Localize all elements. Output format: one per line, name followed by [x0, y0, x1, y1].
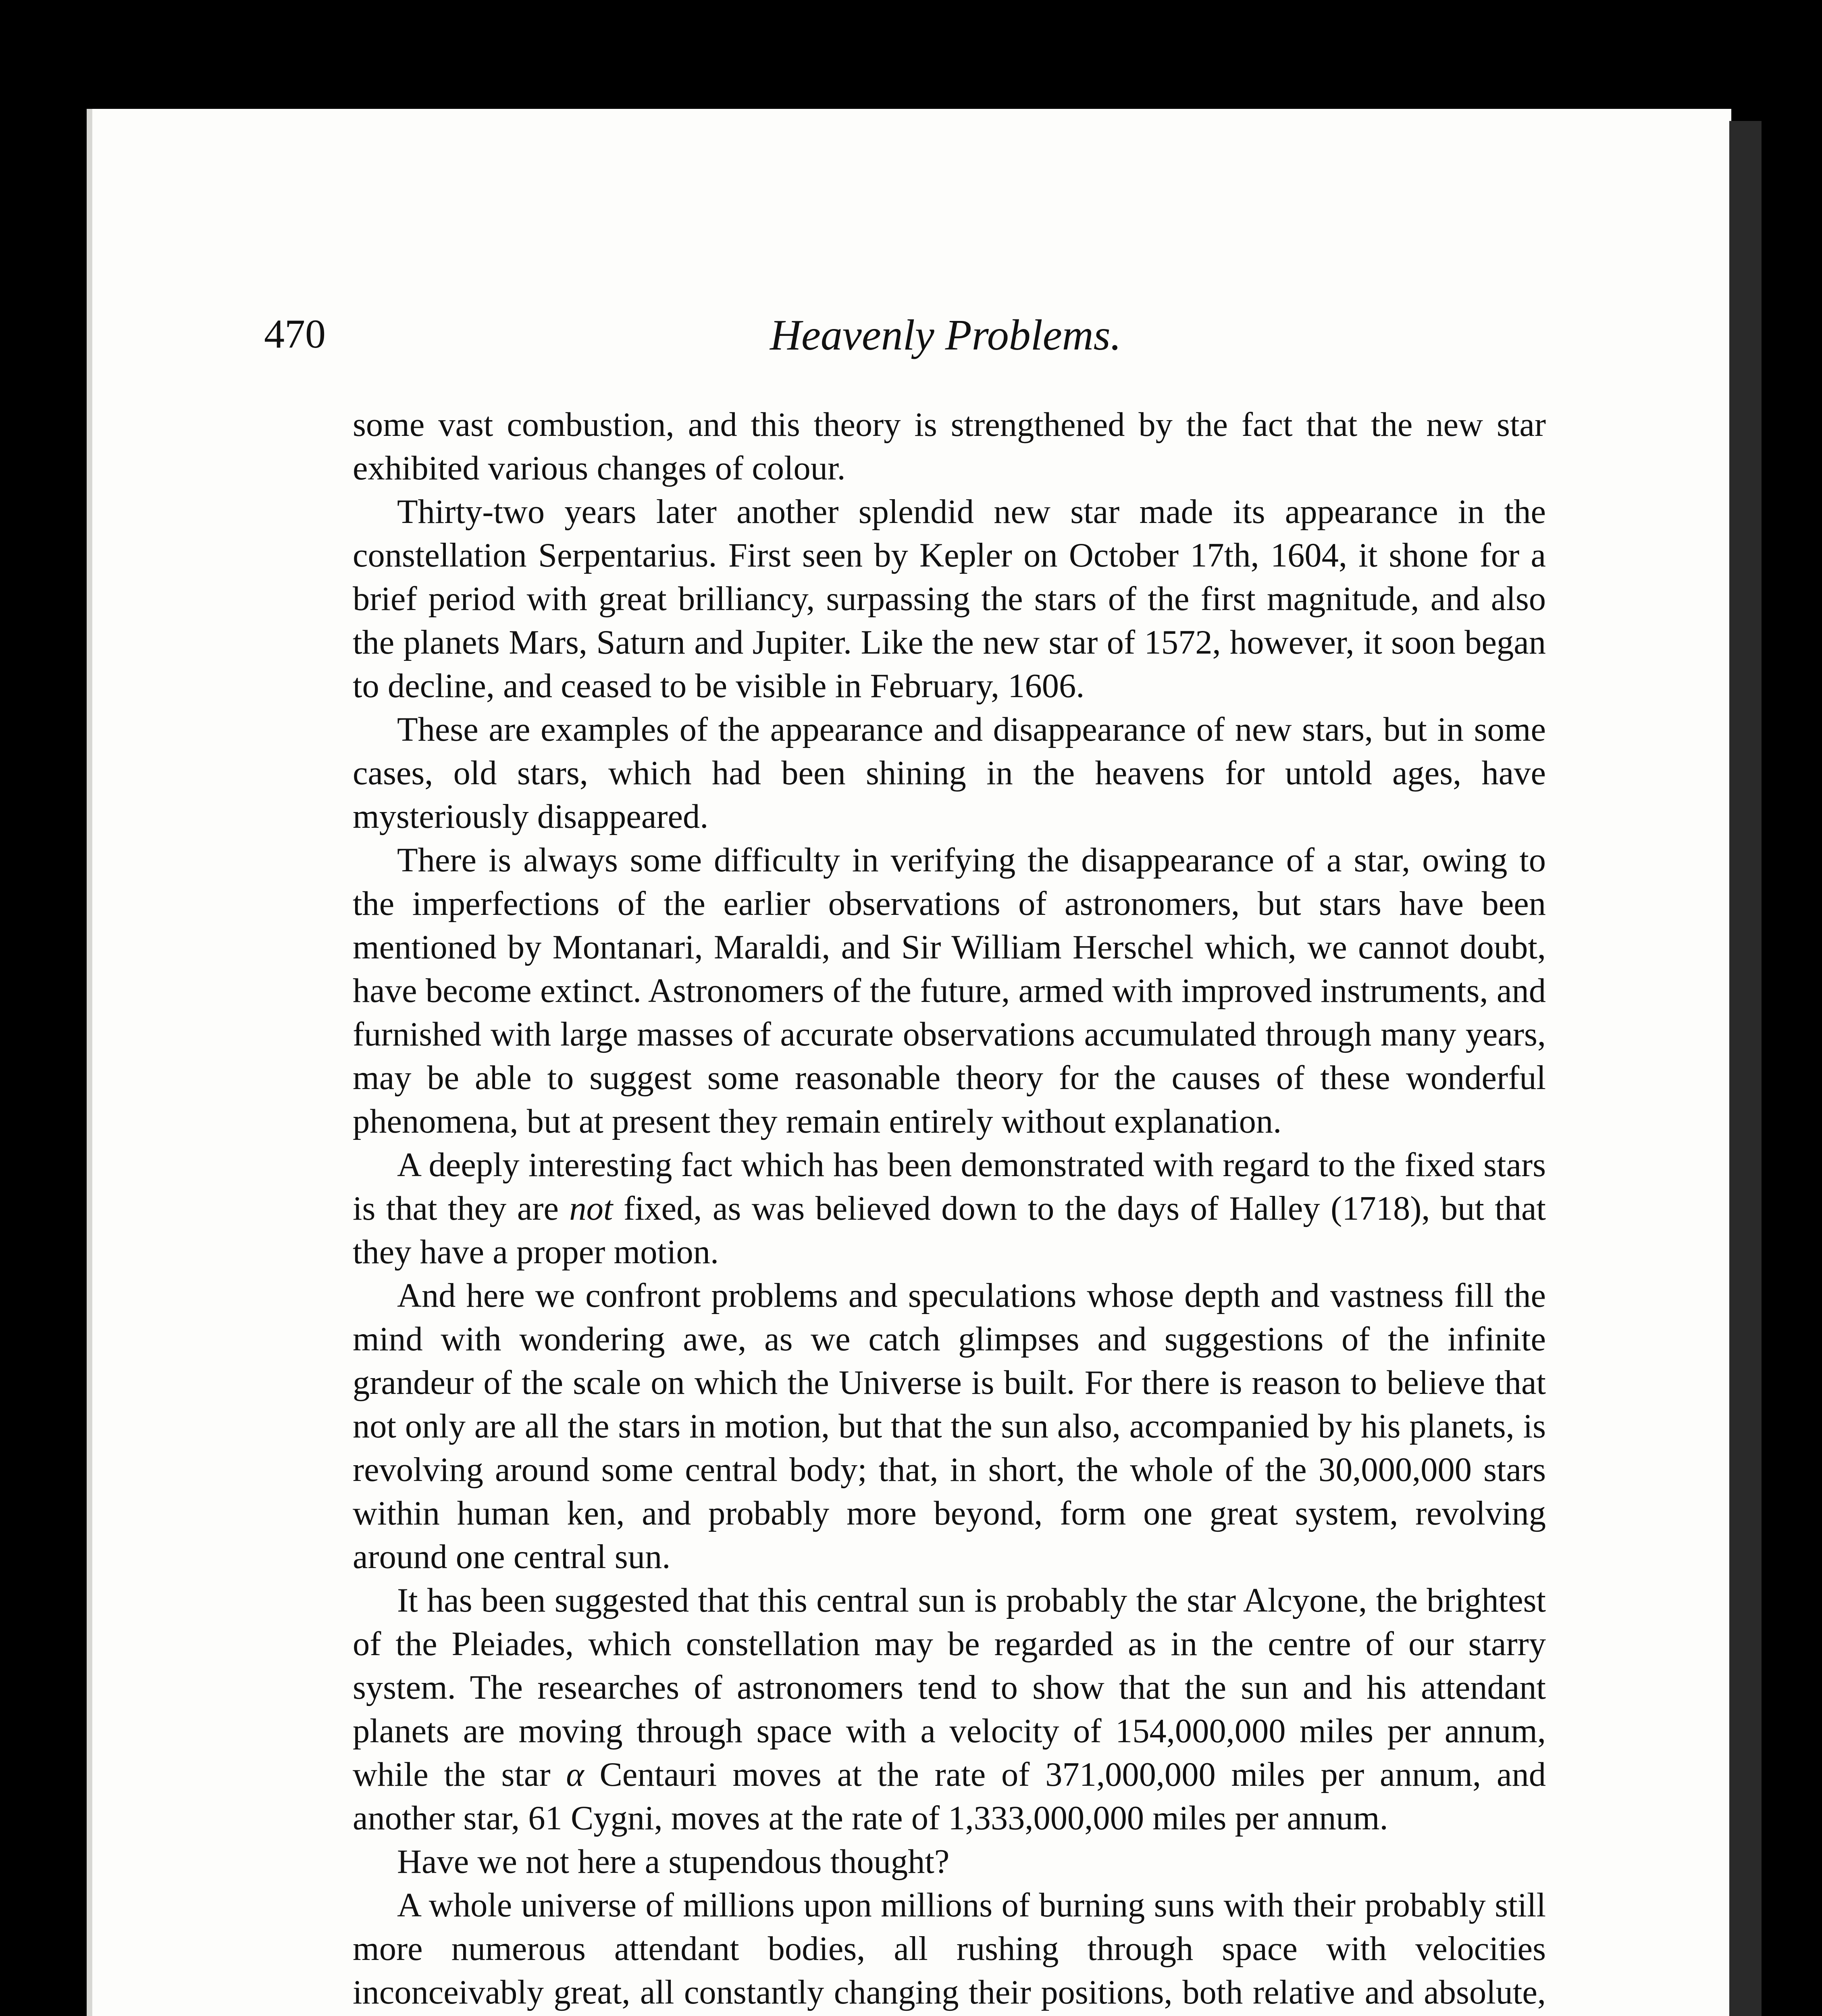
paragraph-text: Thirty-two years later another splendid new star made its appearance in the constellation Serpentarius. First seen by Kepler on October 17th, 1604, it shone for a brief period with great brilliancy, surpassing the stars of the first magnitude, and also the planets Mars, Saturn and Jupiter. Like the new star of 1572, however, it soon began to decline, and ceased to be visible in February, 1606.	[353, 493, 1546, 705]
page-header	[264, 310, 1554, 367]
paragraph	[353, 1884, 1546, 2016]
italic-text: not	[569, 1190, 613, 1227]
paragraph-text: And here we confront problems and speculations whose depth and vastness fill the mind with wondering awe, as we catch glimpses and suggestions of the infinite grandeur of the scale on which the Universe is built. For there is reason to believe that not only are all the stars in motion, but that the sun also, accompanied by his planets, is revolving around some central body; that, in short, the whole of the 30,000,000 stars within human ken, and probably more beyond, form one great system, revolving around one central sun.	[353, 1277, 1546, 1576]
paragraph-text: These are examples of the appearance and disappearance of new stars, but in some cases, old stars, which had been shining in the heavens for untold ages, have mysteriously disappeared.	[353, 711, 1546, 835]
paragraph	[353, 403, 1546, 490]
paragraph-text: There is always some difficulty in verifying the disappearance of a star, owing to the imperfections of the earlier observations of astronomers, but stars have been mentioned by Montanari, Maraldi, and Sir William Herschel which, we cannot doubt, have become extinct. Astronomers of the future, armed with improved instruments, and furnished with large masses of accurate observations accumulated through many years, may be able to suggest some reasonable theory for the causes of these wonderful phenomena, but at present they remain entirely without explanation.	[353, 841, 1546, 1140]
running-head: Heavenly Problems.	[770, 311, 1121, 359]
italic-text: α	[566, 1756, 584, 1793]
paragraph-text: Have we not here a stupendous thought?	[397, 1843, 950, 1881]
paragraph	[353, 1143, 1546, 1274]
paragraph-text: It has been suggested that this central sun is probably the star Alcyone, the brightest of the Pleiades, which constellation may be regarded as in the centre of our starry system. The researches of astronomers tend to show that the sun and his attendant planets are moving through space with a velocity of 154,000,000 miles per annum, while the star	[353, 1582, 1546, 1793]
paragraph-text: some vast combustion, and this theory is strengthened by the fact that the new star exhibited various changes of colour.	[353, 406, 1546, 487]
paragraph	[353, 708, 1546, 839]
paragraph	[353, 1579, 1546, 1840]
paragraph	[353, 839, 1546, 1143]
paragraph-text: Centauri moves at the rate of 371,000,000 miles per annum, and another star, 61 Cygni, moves at the rate of 1,333,000,000 miles per annum.	[353, 1756, 1546, 1837]
paragraph	[353, 490, 1546, 708]
page-edge-shadow	[1729, 121, 1762, 2016]
body-text	[353, 403, 1546, 2016]
paragraph-text: A whole universe of millions upon millions of burning suns with their probably still more numerous attendant bodies, all rushing through space with velocities inconceivably great, all constantly changing their positions, both relative and absolute,	[353, 1887, 1546, 2011]
paragraph-text: A deeply interesting fact which has been demonstrated with regard to the fixed stars is that they are	[353, 1146, 1546, 1227]
paragraph-text: fixed, as was believed down to the days of Halley (1718), but that they have a proper motion.	[353, 1190, 1546, 1271]
paragraph	[353, 1274, 1546, 1579]
page-number: 470	[264, 311, 326, 357]
paragraph	[353, 1840, 1546, 1884]
